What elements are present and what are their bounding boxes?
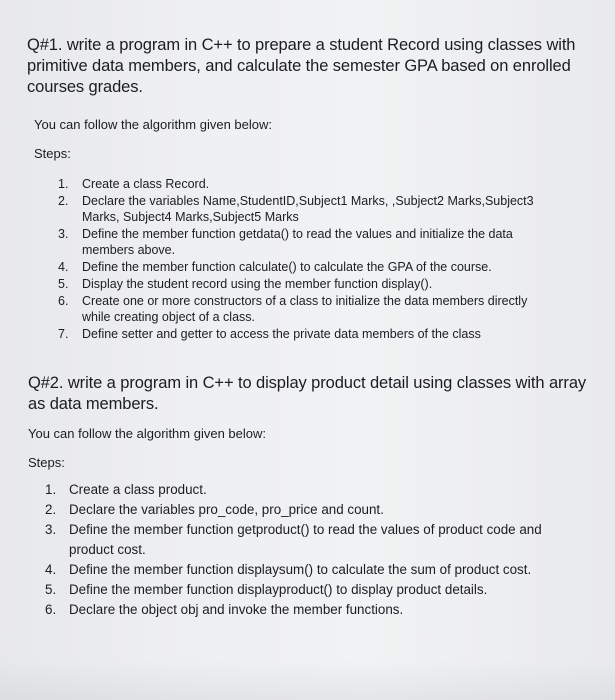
step-text: Declare the variables pro_code, pro_price and count. bbox=[69, 502, 384, 517]
step-text: Define the member function getproduct() to read the values of product code and bbox=[69, 522, 542, 537]
step-text: Display the student record using the member function display(). bbox=[82, 277, 433, 291]
step-text: Define the member function calculate() to calculate the GPA of the course. bbox=[82, 260, 492, 274]
q1-intro: You can follow the algorithm given below: bbox=[34, 117, 272, 132]
list-item bbox=[58, 226, 534, 258]
step-text: Create a class Record. bbox=[82, 177, 210, 191]
step-number: 6. bbox=[58, 294, 69, 308]
step-number: 2. bbox=[58, 194, 69, 208]
step-number: 1. bbox=[45, 482, 57, 497]
step-number: 1. bbox=[58, 177, 69, 191]
step-text: members above. bbox=[82, 243, 176, 257]
list-item bbox=[58, 193, 534, 225]
step-number: 4. bbox=[58, 260, 69, 274]
step-number: 4. bbox=[45, 562, 57, 577]
q2-intro: You can follow the algorithm given below: bbox=[28, 426, 266, 441]
step-number: 3. bbox=[58, 227, 69, 241]
step-text: Define the member function displayproduct() to display product details. bbox=[69, 582, 488, 597]
q2-steps-label: Steps: bbox=[28, 455, 65, 470]
step-text: Define the member function getdata() to read the values and initialize the data bbox=[82, 227, 513, 241]
list-item bbox=[45, 500, 542, 520]
step-number: 5. bbox=[45, 582, 57, 597]
q1-steps-list bbox=[58, 176, 534, 343]
q2-title bbox=[28, 373, 586, 415]
list-item bbox=[45, 600, 542, 620]
q1-title bbox=[27, 35, 575, 98]
step-text: Create one or more constructors of a class to initialize the data members directly bbox=[82, 294, 528, 308]
list-item bbox=[45, 580, 542, 600]
list-item bbox=[58, 276, 534, 292]
step-text: while creating object of a class. bbox=[82, 310, 256, 324]
q1-title-line: primitive data members, and calculate the semester GPA based on enrolled bbox=[27, 57, 571, 75]
list-item bbox=[45, 480, 542, 500]
q2-steps-list bbox=[45, 480, 542, 620]
q1-title-line: courses grades. bbox=[27, 78, 143, 96]
q2-title-line: Q#2. write a program in C++ to display product detail using classes with array bbox=[28, 374, 587, 392]
step-number: 7. bbox=[58, 327, 69, 341]
step-number: 2. bbox=[45, 502, 57, 517]
step-text: Declare the variables Name,StudentID,Subject1 Marks, ,Subject2 Marks,Subject3 bbox=[82, 194, 534, 208]
step-text: Define setter and getter to access the private data members of the class bbox=[82, 327, 481, 341]
step-text: Marks, Subject4 Marks,Subject5 Marks bbox=[82, 210, 299, 224]
step-text: Define the member function displaysum() to calculate the sum of product cost. bbox=[69, 562, 532, 577]
list-item bbox=[58, 259, 534, 275]
step-number: 5. bbox=[58, 277, 69, 291]
q2-title-line: as data members. bbox=[28, 395, 159, 413]
step-number: 6. bbox=[45, 602, 57, 617]
q1-title-line: Q#1. write a program in C++ to prepare a student Record using classes with bbox=[27, 36, 576, 54]
step-text: Declare the object obj and invoke the member functions. bbox=[69, 602, 404, 617]
list-item bbox=[58, 293, 534, 325]
q1-steps-label: Steps: bbox=[34, 146, 71, 161]
list-item bbox=[45, 520, 542, 560]
step-number: 3. bbox=[45, 522, 57, 537]
list-item bbox=[58, 326, 534, 342]
step-text: product cost. bbox=[69, 542, 146, 557]
list-item bbox=[45, 560, 542, 580]
list-item bbox=[58, 176, 534, 192]
step-text: Create a class product. bbox=[69, 482, 207, 497]
